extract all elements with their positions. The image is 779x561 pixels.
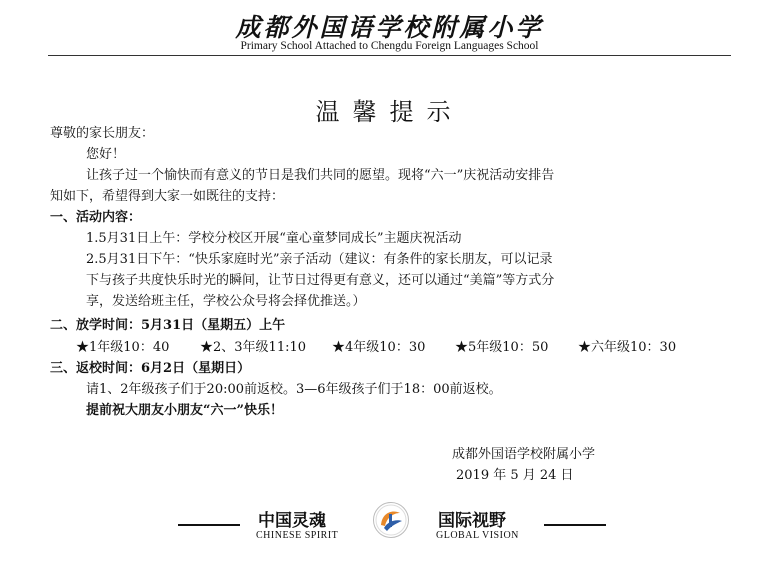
salutation: 尊敬的家长朋友： <box>50 126 155 141</box>
section1-heading: 一、活动内容： <box>50 210 142 225</box>
motto-right-cn: 国际视野 <box>438 511 506 531</box>
motto-left-en: CHINESE SPIRIT <box>256 530 339 541</box>
page-title: 温馨提示 <box>315 98 464 126</box>
footer-rule-right <box>544 524 606 526</box>
intro-line-2: 知如下，希望得到大家一如既往的支持： <box>50 189 285 204</box>
wishes: 提前祝大朋友小朋友“六一”快乐！ <box>86 403 283 418</box>
motto-right-en: GLOBAL VISION <box>436 530 519 541</box>
motto-left-cn: 中国灵魂 <box>258 511 326 531</box>
schedule-grade-1: ★1年级10：40 <box>76 340 170 355</box>
signature-date: 2019 年 5 月 24 日 <box>456 468 574 483</box>
return-note: 请1、2年级孩子们于20:00前返校。3—6年级孩子们于18：00前返校。 <box>86 382 502 397</box>
greeting: 您好！ <box>86 147 126 162</box>
activity-item-2-line2: 下与孩子共度快乐时光的瞬间，让节日过得更有意义，还可以通过“美篇”等方式分 <box>86 273 555 288</box>
school-name-cn: 成都外国语学校附属小学 <box>235 13 544 42</box>
schedule-grade-6: ★六年级10：30 <box>578 340 677 355</box>
section3-heading: 三、返校时间：6月2日（星期日） <box>50 361 251 376</box>
section2-heading: 二、放学时间：5月31日（星期五）上午 <box>50 318 286 333</box>
schedule-grade-2-3: ★2、3年级11:10 <box>200 340 307 355</box>
school-logo-icon <box>372 501 410 539</box>
footer-rule-left <box>178 524 240 526</box>
activity-item-2-line3: 享，发送给班主任，学校公众号将会择优推送。） <box>86 294 366 309</box>
header-rule <box>48 55 731 56</box>
schedule-grade-4: ★4年级10：30 <box>332 340 426 355</box>
schedule-grade-5: ★5年级10：50 <box>455 340 549 355</box>
activity-item-1: 1.5月31日上午：学校分校区开展“童心童梦同成长”主题庆祝活动 <box>86 231 462 246</box>
intro-line-1: 让孩子过一个愉快而有意义的节日是我们共同的愿望。现将“六一”庆祝活动安排告 <box>86 168 555 183</box>
dismissal-schedule <box>76 340 676 355</box>
activity-item-2-line1: 2.5月31日下午：“快乐家庭时光”亲子活动（建议：有条件的家长朋友，可以记录 <box>86 252 553 267</box>
signature-org: 成都外国语学校附属小学 <box>452 447 596 462</box>
school-name-en: Primary School Attached to Chengdu Foreign Languages School <box>240 40 539 52</box>
